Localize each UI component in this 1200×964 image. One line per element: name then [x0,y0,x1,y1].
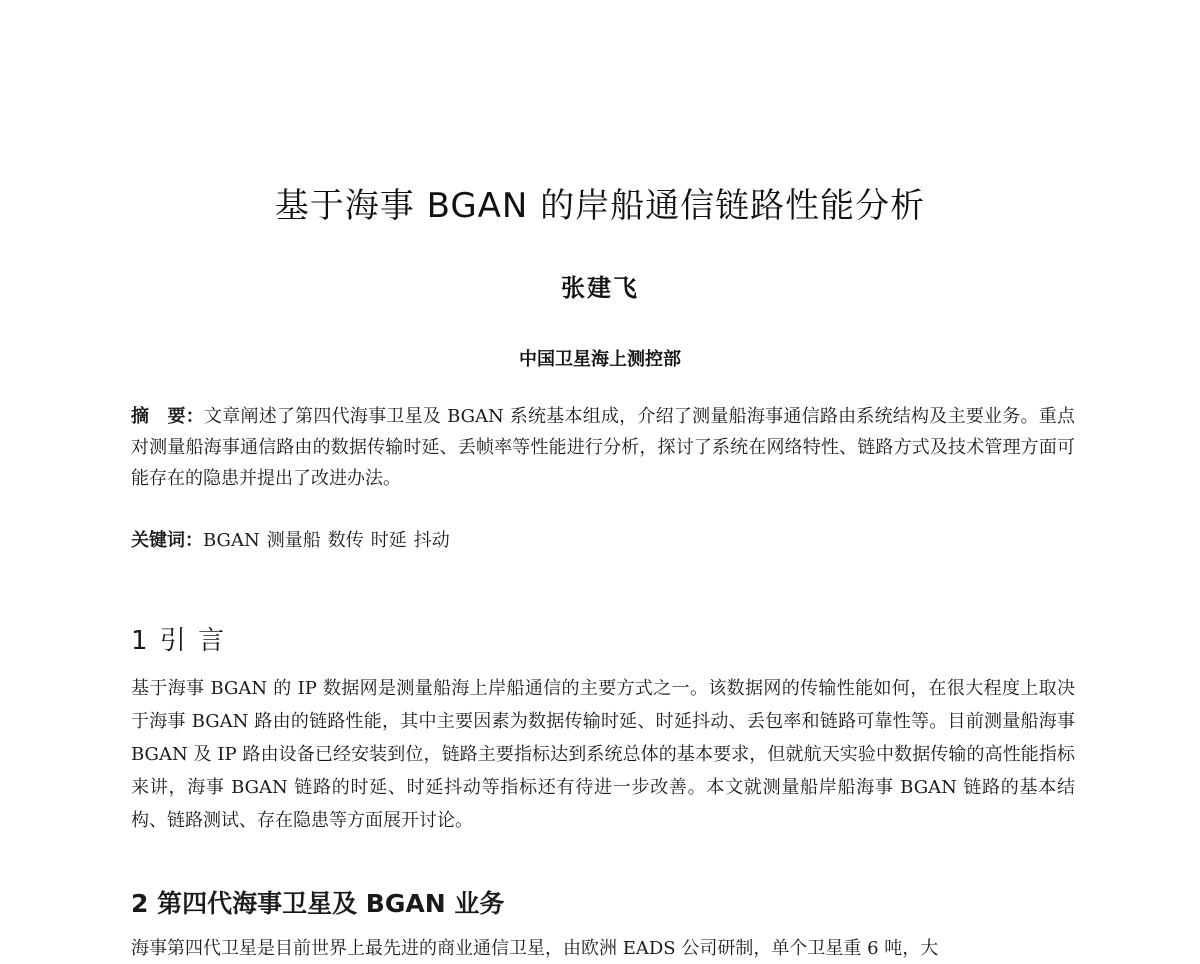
keywords [131,527,1075,555]
paper-affiliation: 中国卫星海上测控部 [519,349,681,370]
keyword: BGAN [203,530,260,551]
section-heading-introduction: 1 引 言 [131,626,227,656]
section-body-introduction: 基于海事 BGAN 的 IP 数据网是测量船海上岸船通信的主要方式之一。该数据网的传输性能如何，在很大程度上取决于海事 BGAN 路由的链路性能，其中主要因素为数据传输时延、时延抖动、丢包率和链路可靠性等。目前测量船海事 BGAN 及 IP 路由设备已经安装到位，链路主要指标达到系统总体的基本要求，但就航天实验中数据传输的高性能指标来讲，海事 BGAN 链路的时延、时延抖动等指标还有待进一步改善。本文就测量船岸船海事 BGAN 链路的基本结构、链路测试、存在隐患等方面展开讨论。 [131,678,1075,831]
paper-author: 张建飞 [561,273,639,302]
keyword: 数传 [327,530,364,551]
keyword: 抖动 [413,530,450,551]
abstract [131,401,1075,494]
keywords-label: 关键词： [131,530,203,551]
section-body-bgan: 海事第四代卫星是目前世界上最先进的商业通信卫星，由欧洲 EADS 公司研制，单个卫星重 6 吨，大 [131,938,939,959]
abstract-label: 摘 要： [131,406,204,427]
keyword: 测量船 [266,530,321,551]
section-heading-bgan: 2 第四代海事卫星及 BGAN 业务 [131,889,505,918]
keyword: 时延 [370,530,407,551]
paper-title: 基于海事 BGAN 的岸船通信链路性能分析 [274,186,926,226]
abstract-text: 文章阐述了第四代海事卫星及 BGAN 系统基本组成，介绍了测量船海事通信路由系统结构及主要业务。重点对测量船海事通信路由的数据传输时延、丢帧率等性能进行分析，探讨了系统在网络特性、链路方式及技术管理方面可能存在的隐患并提出了改进办法。 [131,406,1075,489]
